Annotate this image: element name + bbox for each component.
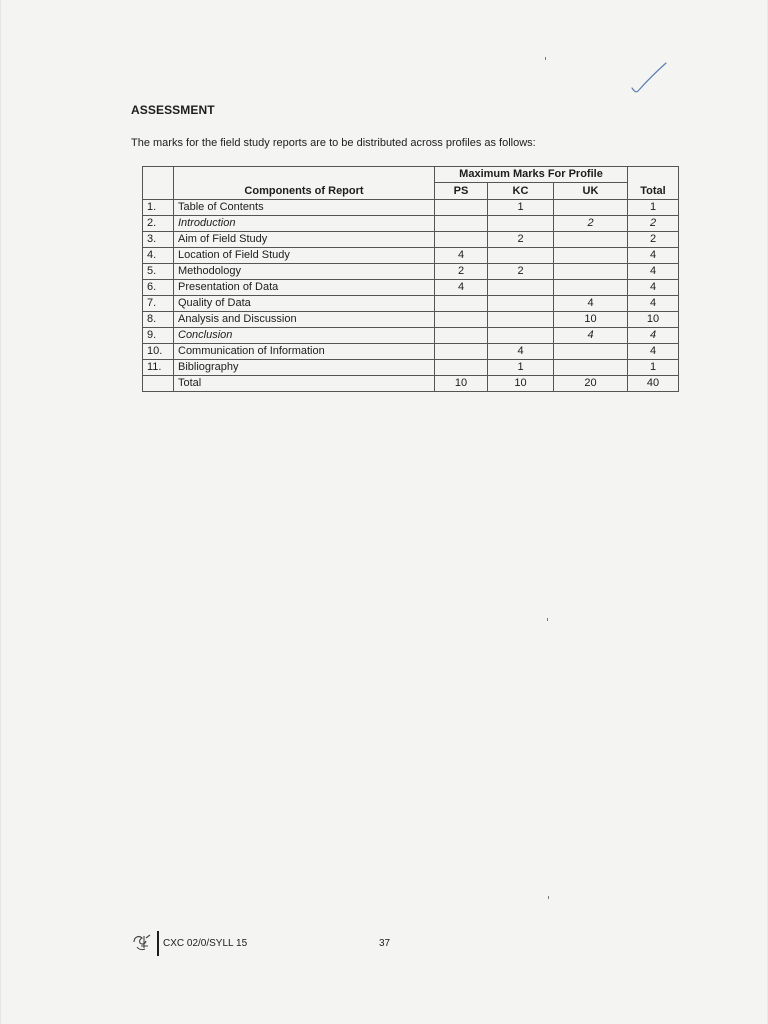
totals-ps: 10 [435,376,488,392]
scan-speck [548,896,549,899]
totals-label: Total [174,376,435,392]
header-blank-cell [143,167,174,183]
row-component: Conclusion [174,328,435,344]
components-header: Components of Report [174,183,435,200]
row-ps-marks: 2 [435,264,488,280]
row-number: 4. [143,248,174,264]
row-component: Table of Contents [174,200,435,216]
row-kc-marks: 1 [488,200,554,216]
totals-row [143,376,679,392]
header-blank-cell [174,167,435,183]
row-total-marks: 4 [628,344,679,360]
row-number: 8. [143,312,174,328]
table-body [143,200,679,376]
row-ps-marks [435,312,488,328]
row-component: Communication of Information [174,344,435,360]
table-subheader-row [143,183,679,200]
profile-header-kc: KC [488,183,554,200]
row-kc-marks [488,248,554,264]
total-header: Total [628,183,679,200]
row-uk-marks: 4 [554,296,628,312]
table-row [143,296,679,312]
scan-speck [545,57,546,60]
row-component: Methodology [174,264,435,280]
row-total-marks: 2 [628,216,679,232]
table-row [143,312,679,328]
header-num-cell [143,183,174,200]
totals-kc: 10 [488,376,554,392]
row-total-marks: 4 [628,280,679,296]
table-row [143,248,679,264]
table-row [143,216,679,232]
scan-speck [547,618,548,621]
row-number: 1. [143,200,174,216]
footer-page-number: 37 [379,938,391,949]
row-total-marks: 2 [628,232,679,248]
row-ps-marks [435,296,488,312]
profile-header-ps: PS [435,183,488,200]
footer-divider [157,931,159,956]
row-total-marks: 4 [628,328,679,344]
row-number: 11. [143,360,174,376]
table-row [143,232,679,248]
table-row [143,264,679,280]
cxc-logo-icon [131,932,153,952]
check-mark-icon [628,60,670,100]
row-kc-marks: 1 [488,360,554,376]
table-row [143,360,679,376]
row-number: 7. [143,296,174,312]
table-row [143,200,679,216]
row-kc-marks: 2 [488,264,554,280]
row-uk-marks [554,248,628,264]
intro-text: The marks for the field study reports are to be distributed across profiles as follows: [131,137,536,149]
row-kc-marks [488,312,554,328]
table-row [143,280,679,296]
row-total-marks: 1 [628,360,679,376]
row-uk-marks: 4 [554,328,628,344]
totals-total: 40 [628,376,679,392]
totals-num-cell [143,376,174,392]
row-number: 10. [143,344,174,360]
row-uk-marks [554,360,628,376]
row-uk-marks: 2 [554,216,628,232]
profile-group-header: Maximum Marks For Profile [435,167,628,183]
row-uk-marks: 10 [554,312,628,328]
row-ps-marks [435,200,488,216]
row-kc-marks [488,328,554,344]
row-kc-marks: 2 [488,232,554,248]
row-kc-marks [488,296,554,312]
row-ps-marks [435,328,488,344]
row-uk-marks [554,200,628,216]
row-number: 3. [143,232,174,248]
row-number: 9. [143,328,174,344]
row-ps-marks: 4 [435,248,488,264]
section-heading: ASSESSMENT [131,103,215,117]
row-component: Bibliography [174,360,435,376]
row-ps-marks: 4 [435,280,488,296]
row-component: Quality of Data [174,296,435,312]
row-uk-marks [554,344,628,360]
row-number: 2. [143,216,174,232]
row-number: 5. [143,264,174,280]
row-kc-marks: 4 [488,344,554,360]
row-ps-marks [435,216,488,232]
row-total-marks: 4 [628,264,679,280]
row-total-marks: 1 [628,200,679,216]
totals-uk: 20 [554,376,628,392]
row-uk-marks [554,264,628,280]
row-component: Introduction [174,216,435,232]
row-ps-marks [435,232,488,248]
header-blank-cell [628,167,679,183]
row-total-marks: 4 [628,296,679,312]
row-total-marks: 4 [628,248,679,264]
row-ps-marks [435,360,488,376]
table-row [143,344,679,360]
profile-header-uk: UK [554,183,628,200]
marks-table [142,166,679,392]
footer-syllabus-code: CXC 02/0/SYLL 15 [163,938,248,949]
row-uk-marks [554,280,628,296]
row-component: Analysis and Discussion [174,312,435,328]
row-component: Location of Field Study [174,248,435,264]
table-row [143,328,679,344]
row-number: 6. [143,280,174,296]
row-kc-marks [488,216,554,232]
row-ps-marks [435,344,488,360]
row-component: Aim of Field Study [174,232,435,248]
table-header-row [143,167,679,183]
row-uk-marks [554,232,628,248]
row-total-marks: 10 [628,312,679,328]
row-component: Presentation of Data [174,280,435,296]
row-kc-marks [488,280,554,296]
